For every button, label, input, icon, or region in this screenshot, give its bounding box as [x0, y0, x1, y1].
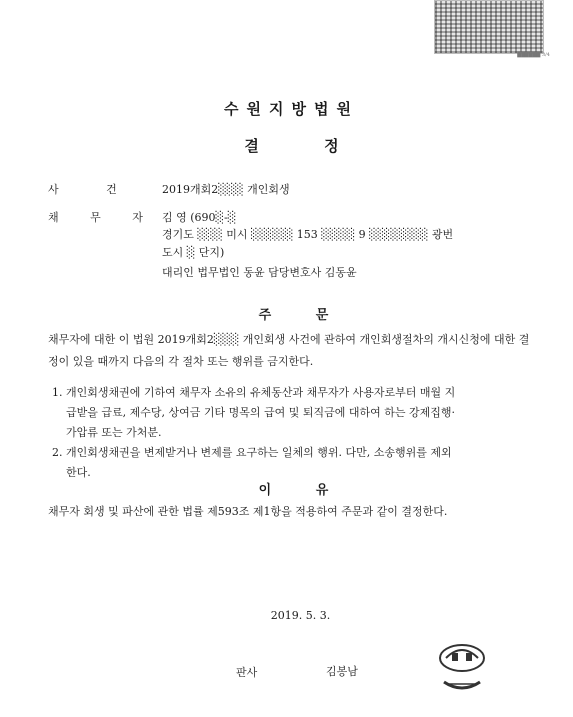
qr-caption: ██████ 3/4 [517, 52, 550, 58]
judge-name: 김봉남 [326, 665, 358, 678]
order-item-1-line3: 가압류 또는 가처분. [66, 426, 162, 439]
debtor-name: 김 영 (690░-░ [162, 211, 237, 224]
reason-paragraph: 채무자 회생 및 파산에 관한 법률 제593조 제1항을 적용하여 주문과 같이 결정한다. [48, 505, 448, 518]
order-item-2-line2: 한다. [66, 466, 91, 479]
debtor-representative: 대리인 법무법인 동윤 담당변호사 김동윤 [162, 266, 357, 279]
court-seal-stamp [436, 638, 488, 694]
order-heading: 주 문 [258, 308, 329, 323]
order-item-2-line1: 2. 개인회생채권을 변제받거나 변제를 요구하는 일체의 행위. 다만, 소송행위를 제외 [52, 446, 452, 459]
order-item-1-line1: 1. 개인회생채권에 기하여 채무자 소유의 유체동산과 채무자가 사용자로부터 매월 지 [52, 386, 456, 399]
document-title: 결 정 [244, 137, 339, 155]
case-number: 2019개회2░░░ 개인회생 [162, 183, 290, 196]
debtor-address-line2: 도시 ░ 단지) [162, 246, 225, 259]
order-item-2 [52, 443, 522, 483]
qr-code [434, 0, 544, 54]
order-item-1 [52, 383, 522, 443]
order-item-1-line2: 급받을 급료, 제수당, 상여금 기타 명목의 급여 및 퇴직금에 대하여 하는 강제집행· [66, 406, 455, 419]
debtor-label: 채 무 자 [48, 211, 157, 224]
decision-date: 2019. 5. 3. [270, 609, 331, 622]
court-name: 수원지방법원 [224, 100, 359, 118]
reason-heading: 이 유 [258, 483, 329, 498]
debtor-address-line1: 경기도 ░░░ 미시 ░░░░░ 153 ░░░░ 9 ░░░░░░░ 광번 [162, 228, 454, 241]
order-paragraph: 채무자에 대한 이 법원 2019개회2░░░ 개인회생 사건에 관하여 개인회생절차의 개시신청에 대한 결정이 있을 때까지 다음의 각 절차 또는 행위를 금지한다. [48, 333, 530, 368]
case-label: 사 건 [48, 183, 139, 196]
judge-title: 판사 [236, 666, 258, 679]
